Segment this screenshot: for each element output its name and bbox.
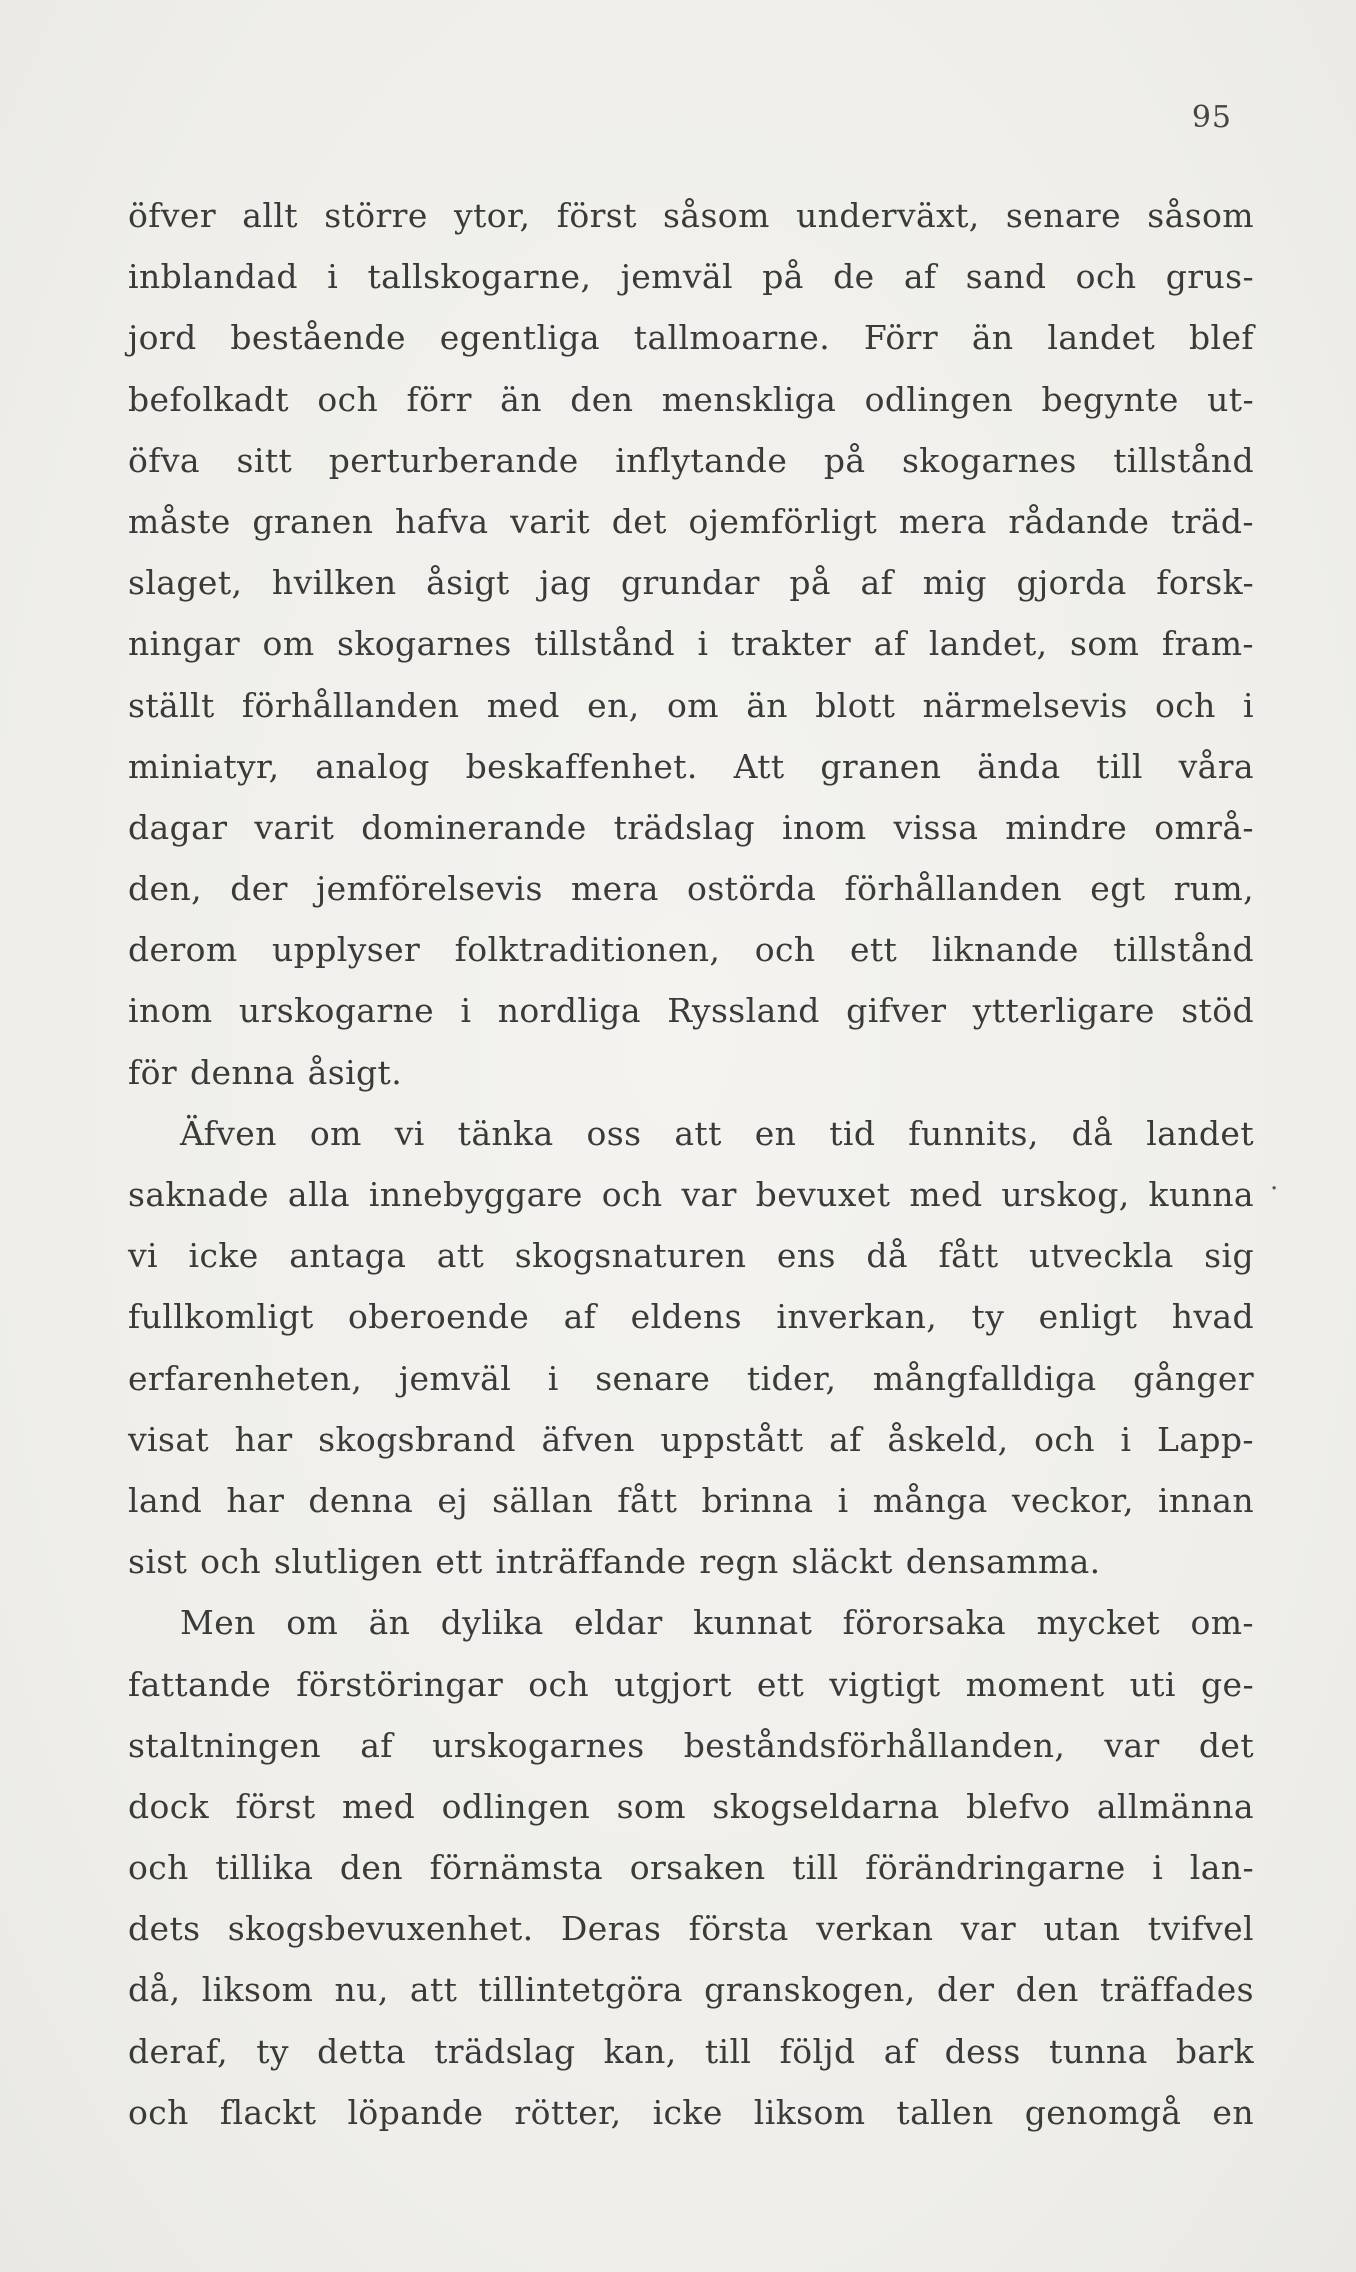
paragraph-start-line: Äfven om vi tänka oss att en tid funnits, då landet	[180, 1113, 1254, 1153]
paragraph-end-line: sist och slutligen ett inträffande regn släckt densamma.	[128, 1542, 1101, 1582]
text-line: visat har skogsbrand äfven uppstått af åskeld, och i Lapp-	[128, 1419, 1254, 1459]
margin-dot-mark: ·	[1270, 1174, 1279, 1204]
text-line: öfva sitt perturberande inflytande på skogarnes tillstånd	[128, 440, 1254, 480]
paragraph-end-line: för denna åsigt.	[128, 1052, 403, 1092]
text-line: erfarenheten, jemväl i senare tider, mångfalldiga gånger	[128, 1358, 1254, 1398]
text-line: ställt förhållanden med en, om än blott närmelsevis och i	[128, 685, 1254, 725]
page-number: 95	[1191, 100, 1232, 135]
text-line: slaget, hvilken åsigt jag grundar på af mig gjorda forsk-	[128, 563, 1254, 603]
text-line: jord bestående egentliga tallmoarne. Förr än landet blef	[128, 318, 1254, 358]
text-line: dock först med odlingen som skogseldarna blefvo allmänna	[128, 1786, 1254, 1826]
text-line: dagar varit dominerande trädslag inom vissa mindre områ-	[128, 807, 1254, 847]
text-line: saknade alla innebyggare och var bevuxet med urskog, kunna	[128, 1175, 1254, 1214]
text-line: deraf, ty detta trädslag kan, till följd af dess tunna bark	[128, 2031, 1254, 2071]
paragraph-start-line: Men om än dylika eldar kunnat förorsaka mycket om-	[180, 1603, 1254, 1643]
text-line: land har denna ej sällan fått brinna i många veckor, innan	[128, 1480, 1254, 1520]
text-line: befolkadt och förr än den menskliga odlingen begynte ut-	[128, 379, 1254, 419]
text-line: och flackt löpande rötter, icke liksom tallen genomgå en	[128, 2092, 1254, 2132]
text-line: derom upplyser folktraditionen, och ett liknande tillstånd	[128, 930, 1254, 970]
body-text	[128, 185, 1254, 2143]
text-line: och tillika den förnämsta orsaken till förändringarne i lan-	[128, 1848, 1254, 1888]
text-line: måste granen hafva varit det ojemförligt mera rådande träd-	[128, 501, 1254, 541]
text-line: den, der jemförelsevis mera ostörda förhållanden egt rum,	[128, 869, 1254, 909]
text-line: fullkomligt oberoende af eldens inverkan, ty enligt hvad	[128, 1297, 1254, 1337]
text-line: vi icke antaga att skogsnaturen ens då fått utveckla sig	[128, 1236, 1254, 1276]
text-line: fattande förstöringar och utgjort ett vigtigt moment uti ge-	[128, 1664, 1254, 1704]
text-line: då, liksom nu, att tillintetgöra granskogen, der den träffades	[128, 1970, 1254, 2010]
text-line: inblandad i tallskogarne, jemväl på de af sand och grus-	[128, 257, 1254, 297]
text-line: dets skogsbevuxenhet. Deras första verkan var utan tvifvel	[128, 1909, 1254, 1949]
text-line: miniatyr, analog beskaffenhet. Att granen ända till våra	[128, 746, 1254, 786]
text-line: ningar om skogarnes tillstånd i trakter af landet, som fram-	[128, 624, 1254, 664]
text-line: inom urskogarne i nordliga Ryssland gifver ytterligare stöd	[128, 991, 1254, 1031]
text-line: staltningen af urskogarnes beståndsförhållanden, var det	[128, 1725, 1254, 1765]
text-line: öfver allt större ytor, först såsom underväxt, senare såsom	[128, 196, 1254, 235]
